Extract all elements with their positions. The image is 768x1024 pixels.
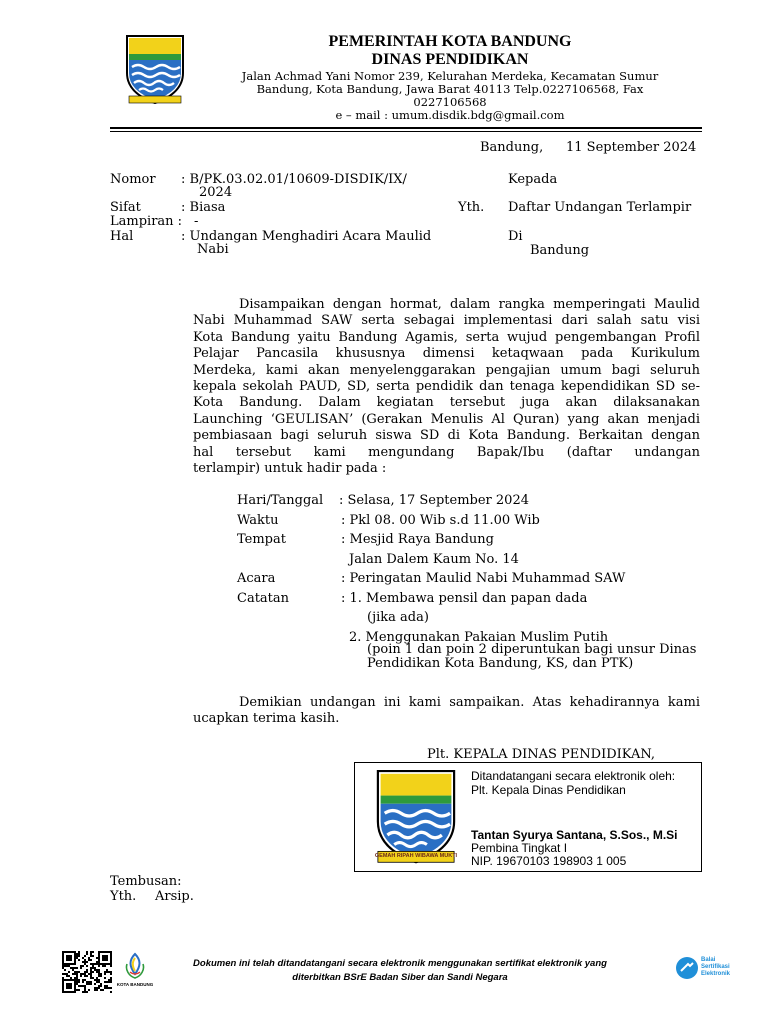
acara-value: : Peringatan Maulid Nabi Muhammad SAW bbox=[341, 571, 626, 586]
bsre-logo-label bbox=[701, 957, 730, 978]
paragraph-line: Disampaikan dengan hormat, dalam rangka memperingati Maulid bbox=[239, 297, 700, 312]
paragraph-line: Kota Bandung yaitu Bandung Agamis, serta wujud pengembangan Profil bbox=[193, 329, 700, 345]
recipient-yth: Yth. bbox=[458, 200, 485, 215]
lampiran-value: - bbox=[194, 214, 199, 229]
paragraph-line: Merdeka, kami akan menyelenggarakan pengajian umum bagi seluruh bbox=[193, 362, 700, 378]
hal-value-cont: Nabi bbox=[197, 242, 229, 257]
waktu-value: : Pkl 08. 00 Wib s.d 11.00 Wib bbox=[341, 513, 540, 528]
catatan-item-1: : 1. Membawa pensil dan papan dada bbox=[341, 591, 588, 606]
tempat-value: : Mesjid Raya Bandung bbox=[341, 532, 494, 547]
body-paragraph bbox=[193, 297, 700, 477]
kota-bandung-logo-label: KOTA BANDUNG bbox=[116, 982, 154, 987]
bsre-label-line: Elektronik bbox=[701, 971, 731, 977]
divider bbox=[110, 131, 702, 132]
recipient-kepada: Kepada bbox=[508, 172, 558, 187]
catatan-item-2-note: (poin 1 dan poin 2 diperuntukan bagi unsur Dinas bbox=[367, 642, 697, 657]
catatan-item-2-note-cont: Pendidikan Kota Bandung, KS, dan PTK) bbox=[367, 656, 634, 671]
paragraph-line: Pelajar Pancasila khususnya dimensi ketaqwaan pada Kurikulum bbox=[193, 346, 700, 362]
bsre-label-line: Balai bbox=[701, 957, 716, 963]
bsre-label-line: Sertifikasi bbox=[701, 964, 730, 970]
footer-line: diterbitkan BSrE Badan Siber dan Sandi Negara bbox=[292, 972, 508, 983]
paragraph-line: Launching ‘GEULISAN’ (Gerakan Menulis Al Quran) yang akan menjadi bbox=[193, 411, 700, 427]
signer-name: Tantan Syurya Santana, S.Sos., M.Si bbox=[471, 828, 678, 842]
footer-notice bbox=[160, 957, 640, 985]
recipient-list: Daftar Undangan Terlampir bbox=[508, 200, 692, 215]
recipient-di: Di bbox=[508, 229, 523, 244]
paragraph-line: Nabi Muhammad SAW serta sebagai implementasi dari salah satu visi bbox=[193, 313, 700, 329]
signature-crest-motto: GEMAH RIPAH WIBAWA MUKTI bbox=[374, 853, 458, 859]
address-line: Bandung, Kota Bandung, Jawa Barat 40113 Telp.0227106568, Fax bbox=[256, 82, 644, 96]
paragraph-line: hal tersebut kami mengundang Bapak/Ibu (daftar undangan bbox=[193, 444, 700, 460]
crest-motto bbox=[124, 96, 188, 100]
crest-logo bbox=[123, 33, 187, 105]
closing-paragraph bbox=[193, 695, 700, 728]
signer-rank: Pembina Tingkat I bbox=[471, 841, 568, 855]
org-name: PEMERINTAH KOTA BANDUNG bbox=[328, 33, 572, 50]
org-email: e – mail : umum.disdik.bdg@gmail.com bbox=[335, 108, 565, 122]
acara-label: Acara bbox=[237, 571, 276, 586]
date-place: Bandung, bbox=[480, 140, 544, 155]
letter-date: 11 September 2024 bbox=[566, 140, 697, 155]
paragraph-line: kepala sekolah PAUD, SD, serta pendidik dan tenaga kependidikan SD se- bbox=[193, 379, 700, 395]
nomor-label: Nomor bbox=[110, 172, 156, 187]
nomor-value: : B/PK.03.02.01/10609-DISDIK/IX/ bbox=[181, 172, 407, 187]
paragraph-line: Kota Bandung. Dalam kegiatan tersebut juga akan dilaksanakan bbox=[193, 395, 700, 411]
org-department: DINAS PENDIDIKAN bbox=[371, 51, 529, 68]
catatan-item-2: 2. Menggunakan Pakaian Muslim Putih bbox=[349, 630, 609, 645]
waktu-label: Waktu bbox=[237, 513, 279, 528]
paragraph-line: ucapkan terima kasih. bbox=[193, 711, 340, 727]
address-line: Jalan Achmad Yani Nomor 239, Kelurahan Merdeka, Kecamatan Sumur bbox=[241, 69, 659, 83]
hal-label: Hal bbox=[110, 229, 134, 244]
signer-position: Plt. Kepala Dinas Pendidikan bbox=[471, 783, 626, 797]
hari-value: : Selasa, 17 September 2024 bbox=[339, 493, 529, 508]
catatan-item-1-note: (jika ada) bbox=[367, 610, 429, 625]
paragraph-line: Demikian undangan ini kami sampaikan. Atas kehadirannya kami bbox=[239, 695, 700, 710]
org-address bbox=[212, 70, 688, 109]
signature-title: Plt. KEPALA DINAS PENDIDIKAN, bbox=[427, 747, 656, 762]
tempat-label: Tempat bbox=[237, 532, 286, 547]
catatan-label: Catatan bbox=[237, 591, 290, 606]
recipient-city: Bandung bbox=[530, 243, 590, 258]
hari-label: Hari/Tanggal bbox=[237, 493, 324, 508]
tembusan-yth: Yth. bbox=[110, 889, 137, 904]
nomor-value-cont: 2024 bbox=[199, 185, 233, 200]
signed-by: Ditandatangani secara elektronik oleh: bbox=[471, 769, 676, 783]
paragraph-line: pembiasaan bagi seluruh siswa SD di Kota Bandung. Berkaitan dengan bbox=[193, 428, 700, 444]
address-line: 0227106568 bbox=[413, 95, 487, 109]
bsre-logo-icon bbox=[675, 956, 699, 980]
qr-code-icon bbox=[62, 951, 112, 993]
divider bbox=[110, 127, 702, 129]
sifat-value: : Biasa bbox=[181, 200, 226, 215]
footer-line: Dokumen ini telah ditandatangani secara elektronik menggunakan sertifikat elektronik yang bbox=[193, 958, 607, 969]
tempat-address: Jalan Dalem Kaum No. 14 bbox=[349, 552, 519, 567]
sifat-label: Sifat bbox=[110, 200, 141, 215]
signer-nip: NIP. 19670103 198903 1 005 bbox=[471, 854, 627, 868]
tembusan-label: Tembusan: bbox=[110, 874, 182, 889]
paragraph-line: terlampir) untuk hadir pada : bbox=[193, 461, 387, 477]
tembusan-arsip: Arsip. bbox=[155, 889, 194, 904]
signature-crest-logo bbox=[372, 767, 460, 865]
lampiran-label: Lampiran : bbox=[110, 214, 183, 229]
hal-value: : Undangan Menghadiri Acara Maulid bbox=[181, 229, 432, 244]
